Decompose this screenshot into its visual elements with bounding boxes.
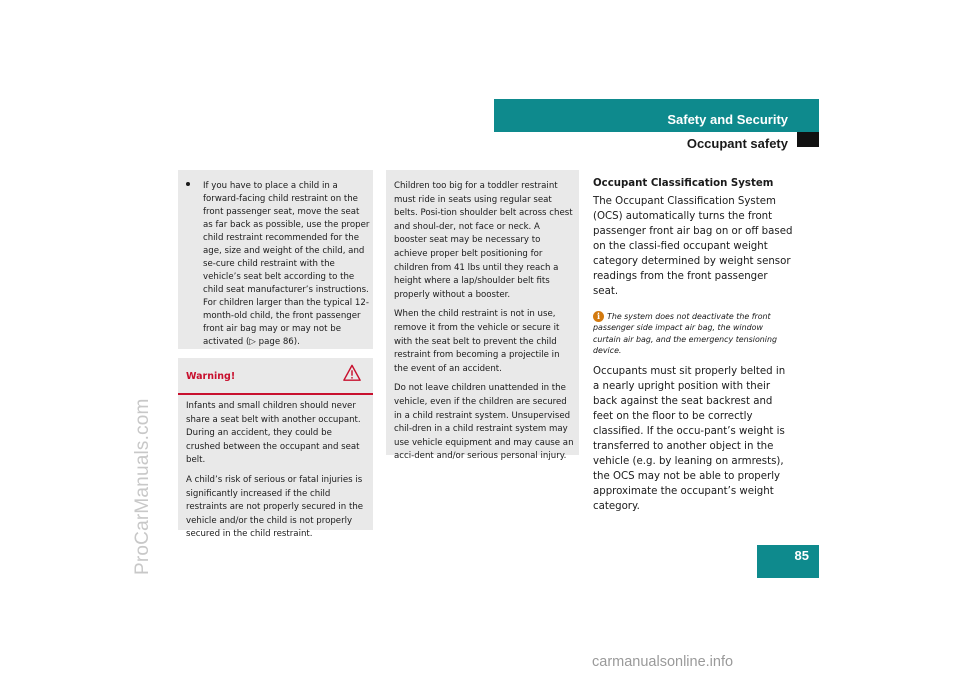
warning-divider [178, 393, 373, 395]
ocs-note-text: The system does not deactivate the front passenger side impact air bag, the window curtain air bag, and the emergency tensioning device. [593, 312, 777, 356]
ocs-heading: Occupant Classification System [593, 178, 774, 189]
section-title: Safety and Security [667, 112, 788, 127]
warning-triangle-icon [343, 364, 361, 382]
warning-paragraph-1: Infants and small children should never share a seat belt with another occupant. During an accident, they could be crushed between the occupant and seat belt. [186, 401, 361, 466]
warning-paragraph-2: A child’s risk of serious or fatal injuries is significantly increased if the child restraints are not properly secured in the vehicle and/or the child is not properly secured in the child restraint. [186, 474, 364, 540]
child-seat-notes [394, 180, 574, 470]
warning-body [186, 400, 366, 548]
warning-title: Warning! [186, 371, 236, 382]
footer-watermark: carmanualsonline.info [592, 654, 734, 670]
ocs-note [593, 311, 793, 357]
ocs-paragraph-1: The Occupant Classification System (OCS) automatically turns the front passenger front air bag on or off based on the classi-fied occupant weight category determined by weight sensor readings from the front passenger seat. [593, 196, 793, 297]
info-icon: i [593, 311, 604, 322]
ocs-section [593, 176, 793, 514]
child-seat-paragraph-1: Children too big for a toddler restraint must ride in seats using regular seat belts. Posi-tion shoulder belt across chest and shoul-der, not face or neck. A booster seat may be necessary to achieve proper belt positioning for children from 41 lbs until they reach a height where a lap/shoulder belt fits properly without a booster. [394, 181, 573, 300]
side-watermark: ProCarManuals.com [132, 398, 153, 575]
ocs-paragraph-2: Occupants must sit properly belted in a nearly upright position with their back against the seat backrest and feet on the floor to be correctly classified. If the occu-pant’s weight is transferred to another object in the vehicle (e.g. by leaning on armrests), the OCS may not be able to properly approximate the occupant’s weight category. [593, 365, 786, 512]
bullet-item [186, 180, 370, 349]
child-seat-paragraph-2: When the child restraint is not in use, remove it from the vehicle or secure it with the seat belt to prevent the child restraint from becoming a projectile in the event of an accident. [394, 309, 560, 374]
child-seat-paragraph-3: Do not leave children unattended in the vehicle, even if the children are secured in a child restraint system. Unsupervised chil-dren in a child restraint system may use vehicle equipment and may cause an acci-dent and/or serious personal injury. [394, 383, 574, 462]
subsection-title: Occupant safety [686, 136, 788, 151]
header-corner-block [797, 132, 819, 147]
bullet-text: If you have to place a child in a forward-facing child restraint on the front passenger seat, move the seat as far back as possible, use the proper child restraint recommended for the age, size and weight of the child, and se-cure child restraint with the vehicle’s seat belt according to the child seat manufacturer’s instructions. For children larger than the typical 12-month-old child, the front passenger front air bag may or may not be activated (▷ page 86). [203, 181, 370, 347]
page-number: 85 [794, 548, 809, 563]
bullet-dot [186, 182, 190, 186]
